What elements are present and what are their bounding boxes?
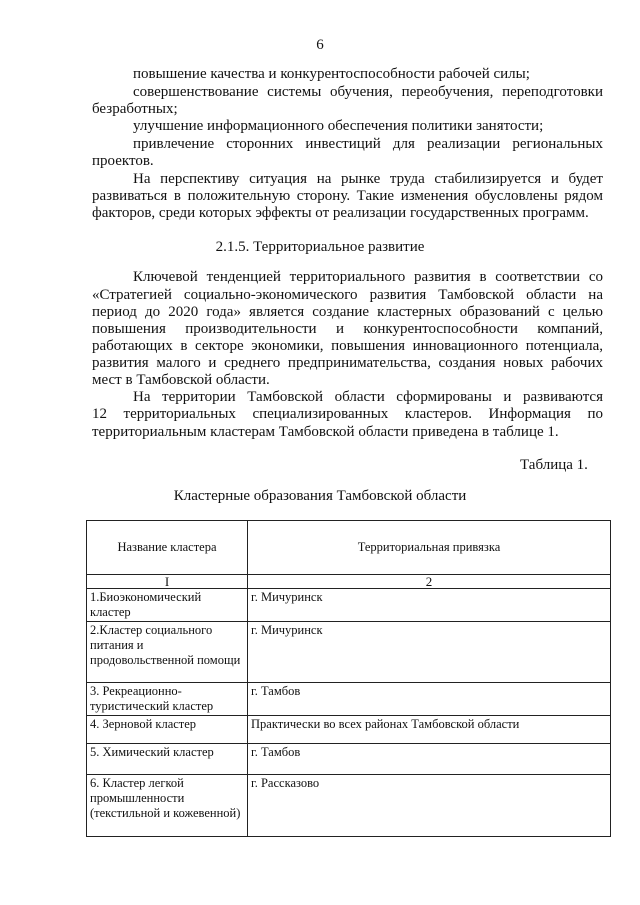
bullet-line: улучшение информационного обеспечения политики занятости; [133,118,544,134]
header-cluster-name: Название кластера [87,521,248,575]
cluster-name: 4. Зерновой кластер [87,716,248,744]
bullet-line: безработных; [92,101,178,117]
table-header-row [87,521,611,575]
bullet-line: совершенствование системы обучения, переобучения, переподготовки [133,84,603,100]
territorial-line: Ключевой тенденцией территориального развития в соответствии со [133,269,603,285]
cluster-location: г. Рассказово [248,775,611,837]
clusters-table [86,520,611,837]
header-location: Территориальная привязка [248,521,611,575]
clusters-line: территориальным кластерам Тамбовской области приведена в таблице 1. [92,424,559,440]
page-number: 6 [316,37,324,53]
cluster-name: 5. Химический кластер [87,744,248,775]
table-row [87,589,611,622]
table-row [87,716,611,744]
section-title: 2.1.5. Территориальное развитие [215,239,425,255]
territorial-line: развития малого и среднего предпринимательства, создания новых рабочих [92,355,603,371]
column-number-row [87,575,611,589]
cluster-location: г. Тамбов [248,744,611,775]
table-row [87,622,611,683]
table-row [87,775,611,837]
cluster-name: 2.Кластер социального питания и продовольственной помощи [87,622,248,683]
territorial-line: «Стратегией социально-экономического развития Тамбовской области на [92,287,603,303]
bullet-line: привлечение сторонних инвестиций для реализации региональных [133,136,603,152]
table-row [87,683,611,716]
cluster-location: г. Мичуринск [248,589,611,622]
column-number: I [87,575,248,589]
outlook-line: развиваться в положительную сторону. Такие изменения обусловлены рядом [92,188,603,204]
cluster-name: 3. Рекреационно-туристический кластер [87,683,248,716]
territorial-line: работающих в секторе экономики, повышения инновационного потенциала, [92,338,603,354]
table-caption: Кластерные образования Тамбовской области [173,488,467,504]
bullet-line: повышение качества и конкурентоспособности рабочей силы; [133,66,530,82]
territorial-line: повышения производительности и конкурентоспособности компаний, [92,321,603,337]
clusters-line: На территории Тамбовской области сформированы и развиваются [133,389,603,405]
outlook-line: На перспективу ситуация на рынке труда стабилизируется и будет [133,171,603,187]
cluster-location: Практически во всех районах Тамбовской области [248,716,611,744]
column-number: 2 [248,575,611,589]
territorial-line: период до 2020 года» является создание кластерных образований с целью [92,304,603,320]
table-label: Таблица 1. [520,457,588,473]
outlook-line: факторов, среди которых эффекты от реализации государственных программ. [92,205,589,221]
bullet-line: проектов. [92,153,154,169]
clusters-line: 12 территориальных специализированных кластеров. Информация по [92,406,603,422]
cluster-name: 1.Биоэкономический кластер [87,589,248,622]
territorial-line: мест в Тамбовской области. [92,372,270,388]
cluster-location: г. Тамбов [248,683,611,716]
table-row [87,744,611,775]
cluster-name: 6. Кластер легкой промышленности (текстильной и кожевенной) [87,775,248,837]
cluster-location: г. Мичуринск [248,622,611,683]
